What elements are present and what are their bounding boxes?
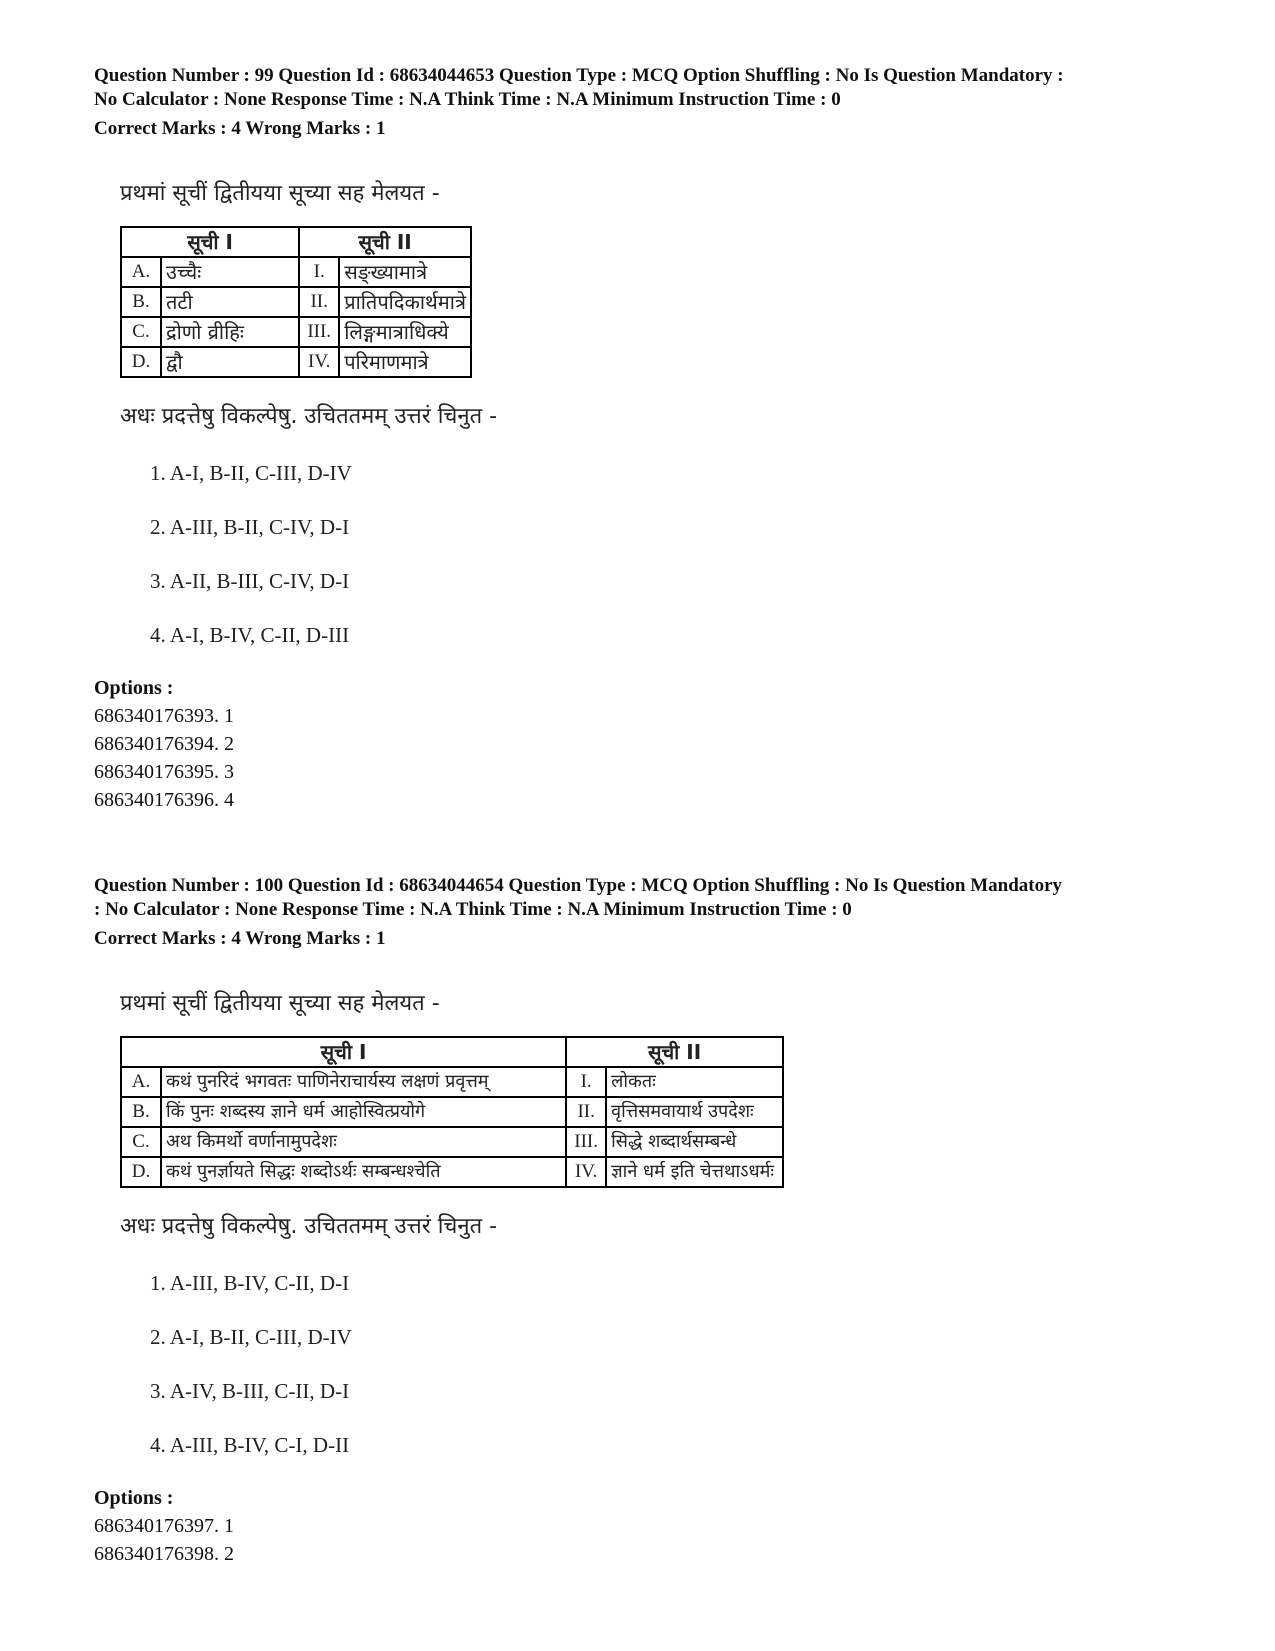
table-header-row [121,227,471,257]
row-item: लोकतः [606,1067,783,1097]
row-item: लिङ्गमात्राधिक्ये [339,317,471,347]
marks-line: Correct Marks : 4 Wrong Marks : 1 [94,118,386,139]
choice-item: 2. A-III, B-II, C-IV, D-I [150,515,350,539]
table-row [121,1127,783,1157]
row-item: कथं पुनर्ज्ञायते सिद्धः शब्दोऽर्थः सम्बन्धश्चेति [161,1157,566,1187]
match-table [120,1036,784,1188]
choice-item: 3. A-IV, B-III, C-II, D-I [150,1379,350,1403]
option-id: 686340176397. 1 [94,1515,234,1537]
row-label: D. [121,347,161,377]
option-id: 686340176398. 2 [94,1543,234,1565]
row-label: A. [121,257,161,287]
row-label: III. [299,317,339,347]
row-label: I. [299,257,339,287]
option-id: 686340176394. 2 [94,733,234,755]
row-item: ज्ञाने धर्म इति चेत्तथाऽधर्मः [606,1157,783,1187]
table-row [121,347,471,377]
row-label: I. [566,1067,606,1097]
row-item: अथ किमर्थो वर्णानामुपदेशः [161,1127,566,1157]
match-instruction: प्रथमां सूचीं द्वितीयया सूच्या सह मेलयत - [120,181,440,206]
marks-line: Correct Marks : 4 Wrong Marks : 1 [94,928,386,949]
row-label: III. [566,1127,606,1157]
table-row [121,1067,783,1097]
options-heading: Options : [94,1487,174,1509]
header-list-2: सूची II [566,1037,783,1067]
row-item: द्रोणो व्रीहिः [161,317,299,347]
row-label: B. [121,287,161,317]
choose-prompt: अधः प्रदत्तेषु विकल्पेषु. उचिततमम् उत्तरं चिनुत - [120,1214,498,1239]
table-row [121,257,471,287]
question-meta-line1: Question Number : 100 Question Id : 68634044654 Question Type : MCQ Option Shuffling : No Is Question Mandatory [94,875,1063,896]
row-item: परिमाणमात्रे [339,347,471,377]
row-label: C. [121,1127,161,1157]
choice-list [150,446,1204,662]
choice-item: 2. A-I, B-II, C-III, D-IV [150,1325,352,1349]
question-meta-line2: No Calculator : None Response Time : N.A Think Time : N.A Minimum Instruction Time : 0 [94,89,841,110]
question-image [120,179,1204,662]
question-meta-line2: : No Calculator : None Response Time : N.A Think Time : N.A Minimum Instruction Time : 0 [94,899,852,920]
table-row [121,317,471,347]
match-table [120,226,472,378]
match-instruction: प्रथमां सूचीं द्वितीयया सूच्या सह मेलयत - [120,991,440,1016]
row-label: II. [566,1097,606,1127]
row-item: उच्चैः [161,257,299,287]
row-label: IV. [566,1157,606,1187]
row-item: सङ्ख्यामात्रे [339,257,471,287]
header-list-2: सूची II [299,227,471,257]
options-heading: Options : [94,677,174,699]
row-item: तटी [161,287,299,317]
row-label: II. [299,287,339,317]
row-label: D. [121,1157,161,1187]
question-meta-line1: Question Number : 99 Question Id : 68634044653 Question Type : MCQ Option Shuffling : No Is Question Mandatory : [94,65,1064,86]
question-image [120,989,1204,1472]
choice-item: 3. A-II, B-III, C-IV, D-I [150,569,350,593]
choose-prompt: अधः प्रदत्तेषु विकल्पेषु. उचिततमम् उत्तरं चिनुत - [120,404,498,429]
row-item: प्रातिपदिकार्थमात्रे [339,287,471,317]
table-row [121,287,471,317]
row-label: C. [121,317,161,347]
question-99 [94,64,1204,814]
option-id: 686340176395. 3 [94,761,234,783]
question-100 [94,874,1204,1568]
row-label: A. [121,1067,161,1097]
row-label: IV. [299,347,339,377]
choice-item: 4. A-I, B-IV, C-II, D-III [150,623,350,647]
header-list-1: सूची I [121,227,299,257]
row-item: सिद्धे शब्दार्थसम्बन्धे [606,1127,783,1157]
table-row [121,1157,783,1187]
row-item: वृत्तिसमवायार्थ उपदेशः [606,1097,783,1127]
row-item: किं पुनः शब्दस्य ज्ञाने धर्म आहोस्वित्प्रयोगे [161,1097,566,1127]
table-header-row [121,1037,783,1067]
row-item: द्वौ [161,347,299,377]
option-id: 686340176396. 4 [94,789,234,811]
option-id: 686340176393. 1 [94,705,234,727]
table-row [121,1097,783,1127]
row-label: B. [121,1097,161,1127]
choice-item: 1. A-III, B-IV, C-II, D-I [150,1271,350,1295]
choice-item: 4. A-III, B-IV, C-I, D-II [150,1433,350,1457]
header-list-1: सूची I [121,1037,566,1067]
row-item: कथं पुनरिदं भगवतः पाणिनेराचार्यस्य लक्षणं प्रवृत्तम् [161,1067,566,1097]
choice-item: 1. A-I, B-II, C-III, D-IV [150,461,352,485]
choice-list [150,1256,1204,1472]
